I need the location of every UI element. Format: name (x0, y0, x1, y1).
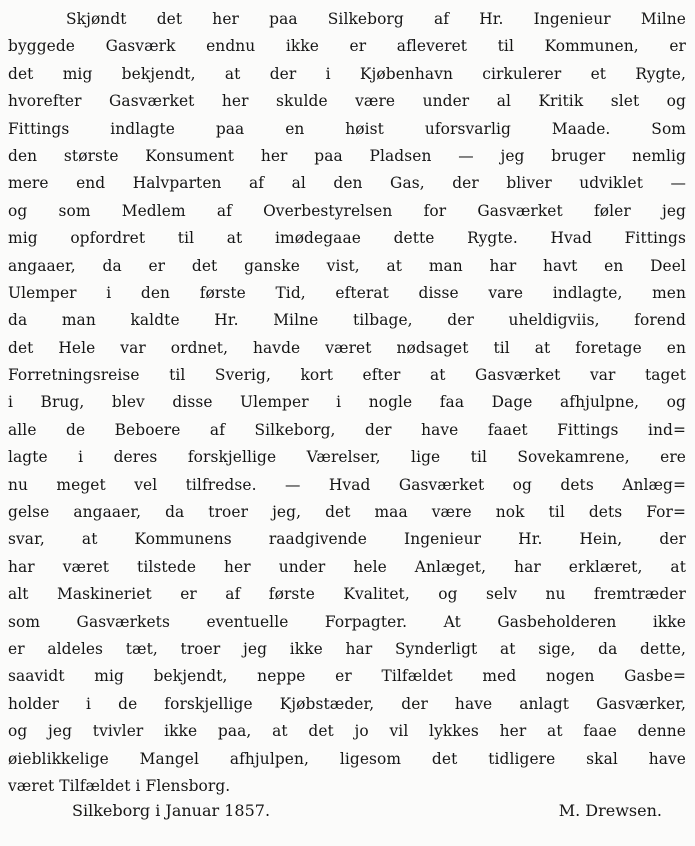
signature-block (72, 796, 662, 826)
text-line: det mig bekjendt, at der i Kjøbenhavn cirkulerer et Rygte, (8, 64, 686, 83)
text-line: i Brug, blev disse Ulemper i nogle faa Dage afhjulpne, og (8, 393, 686, 412)
text-line: Fittings indlagte paa en høist uforsvarlig Maade. Som (8, 119, 686, 138)
text-line: og jeg tvivler ikke paa, at det jo vil lykkes her at faae denne (8, 722, 686, 741)
text-line: øieblikkelige Mangel afhjulpen, ligesom det tidligere skal have (8, 749, 686, 768)
text-line: lagte i deres forskjellige Værelser, lige til Sovekamrene, ere (8, 448, 686, 467)
text-line: har været tilstede her under hele Anlæget, har erklæret, at (8, 557, 686, 576)
text-line: hvorefter Gasværket her skulde være under al Kritik slet og (8, 92, 686, 111)
text-line: alt Maskineriet er af første Kvalitet, og selv nu fremtræder (8, 585, 686, 604)
text-line: holder i de forskjellige Kjøbstæder, der have anlagt Gasværker, (8, 694, 686, 713)
place-date: Silkeborg i Januar 1857. (72, 801, 271, 820)
text-line: Forretningsreise til Sverig, kort efter at Gasværket var taget (8, 366, 686, 385)
text-line: alle de Beboere af Silkeborg, der have faaet Fittings ind= (8, 420, 686, 439)
text-line: som Gasværkets eventuelle Forpagter. At Gasbeholderen ikke (8, 612, 686, 631)
text-line: angaaer, da er det ganske vist, at man har havt en Deel (8, 256, 686, 275)
text-line: saavidt mig bekjendt, neppe er Tilfældet med nogen Gasbe= (8, 667, 686, 686)
text-line: da man kaldte Hr. Milne tilbage, der uheldigviis, forend (8, 311, 686, 330)
text-line: den største Konsument her paa Pladsen — jeg bruger nemlig (8, 146, 686, 165)
text-line: gelse angaaer, da troer jeg, det maa være nok til dets For= (8, 503, 686, 522)
author-name: M. Drewsen. (558, 801, 662, 820)
text-line: Ulemper i den første Tid, efterat disse vare indlagte, men (8, 283, 686, 302)
text-line: svar, at Kommunens raadgivende Ingenieur Hr. Hein, der (8, 530, 686, 549)
article-body (8, 6, 686, 800)
text-line: er aldeles tæt, troer jeg ikke har Synderligt at sige, da dette, (8, 639, 686, 658)
text-line: byggede Gasværk endnu ikke er afleveret til Kommunen, er (8, 37, 686, 56)
text-line: Skjøndt det her paa Silkeborg af Hr. Ingenieur Milne (66, 10, 686, 28)
text-line: og som Medlem af Overbestyrelsen for Gasværket føler jeg (8, 201, 686, 220)
text-line: været Tilfældet i Flensborg. (8, 776, 231, 795)
text-line: mig opfordret til at imødegaae dette Rygte. Hvad Fittings (8, 229, 686, 248)
text-line: mere end Halvparten af al den Gas, der bliver udviklet — (8, 174, 686, 193)
text-line: det Hele var ordnet, havde været nødsaget til at foretage en (8, 338, 686, 357)
text-line: nu meget vel tilfredse. — Hvad Gasværket og dets Anlæg= (8, 475, 686, 494)
